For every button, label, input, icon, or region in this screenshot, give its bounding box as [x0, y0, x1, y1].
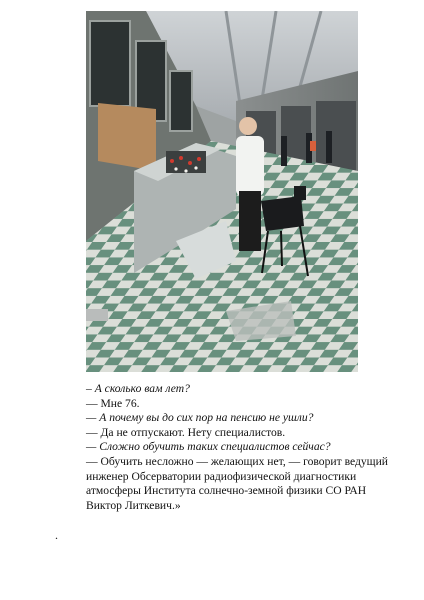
- closing-line-4: Виктор Литкевич.»: [86, 498, 181, 512]
- dialogue-answer-age: — Мне 76.: [86, 396, 140, 410]
- closing-line-1: — Обучить несложно — желающих нет, — говорит ведущий: [86, 454, 388, 468]
- dialogue-question-pension: — А почему вы до сих пор на пенсию не ушли?: [86, 411, 314, 425]
- closing-line-2: инженер Обсерватории радиофизической диагностики: [86, 469, 357, 483]
- control-room-photo: [86, 11, 358, 372]
- dialogue-answer-pension: — Да не отпускают. Нету специалистов.: [86, 425, 286, 439]
- trailing-mark: .: [55, 528, 58, 542]
- article-photo: [86, 11, 358, 372]
- closing-line-3: атмосферы Института солнечно-земной физики СО РАН: [86, 484, 367, 498]
- dialogue-question-training: — Сложно обучить таких специалистов сейчас?: [86, 440, 331, 454]
- interview-text: [86, 382, 386, 513]
- dialogue-question-age: – А сколько вам лет?: [86, 382, 190, 395]
